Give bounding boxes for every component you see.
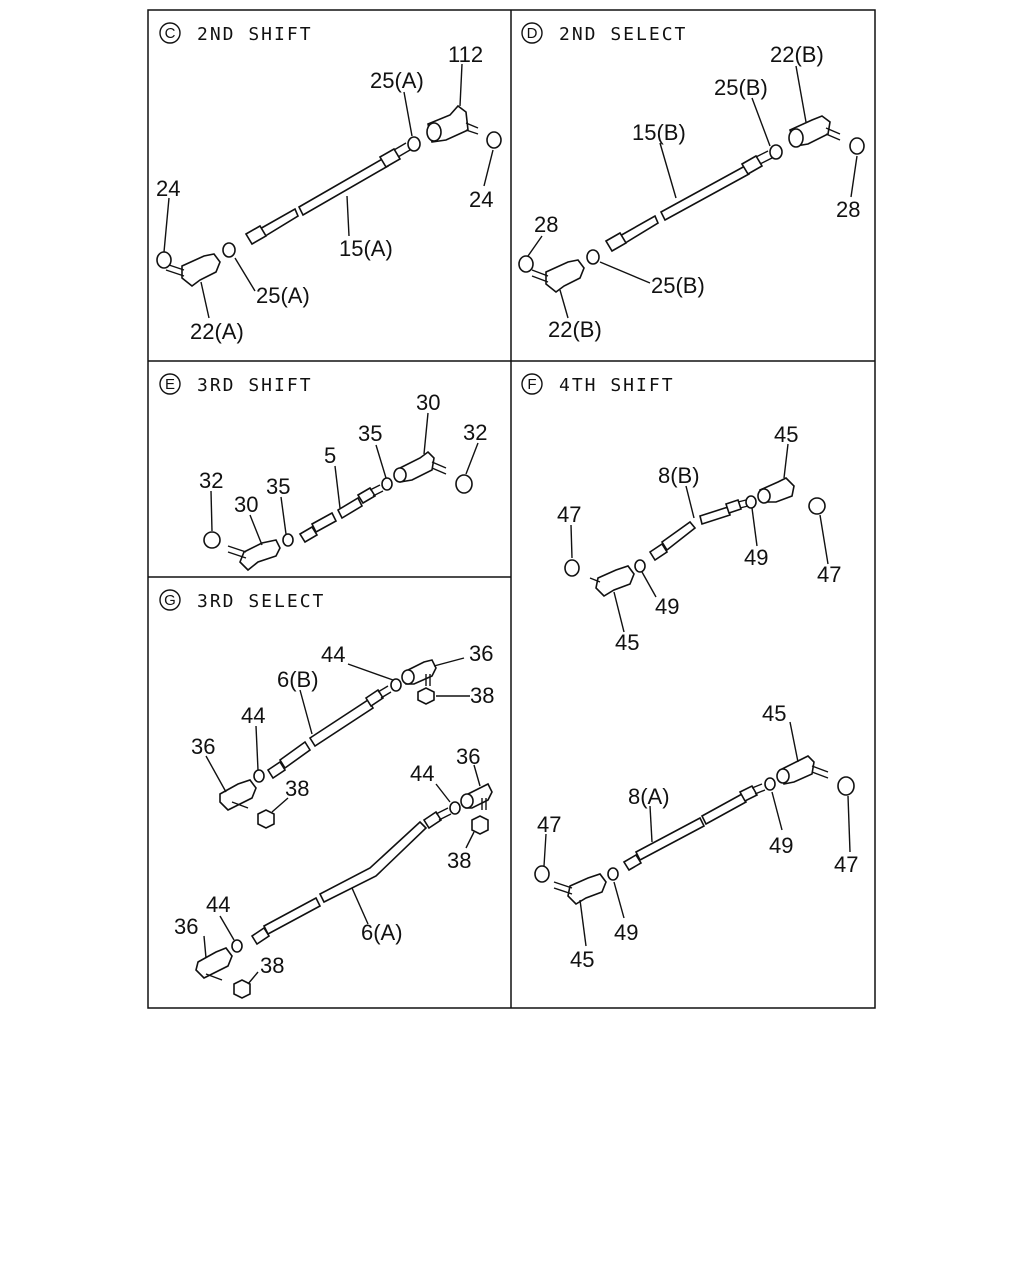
rod-8b: [650, 500, 748, 560]
label-45-upper-a: 45: [774, 422, 799, 447]
nut-44-upper-b: [254, 770, 264, 782]
label-28-right: 28: [836, 197, 861, 222]
nut-38-upper-a: [418, 688, 434, 704]
ball-joint-36-lower-b: [196, 948, 232, 978]
label-49-lower-left: 49: [614, 920, 639, 945]
panel-g-title: 3RD SELECT: [197, 591, 326, 612]
label-36-lower-b: 36: [174, 914, 199, 939]
nut-25a-upper: [408, 137, 420, 151]
nut-47-lower-a: [838, 777, 854, 795]
label-25b-upper: 25(B): [714, 75, 768, 100]
label-36-lower-a: 36: [456, 744, 481, 769]
panel-f-4th-shift: [522, 374, 858, 972]
label-6b: 6(B): [277, 667, 319, 692]
label-24-left: 24: [156, 176, 181, 201]
label-25a-lower: 25(A): [256, 283, 310, 308]
label-47-upper-right: 47: [817, 562, 842, 587]
label-30-upper: 30: [416, 390, 441, 415]
panel-e-letter: E: [164, 376, 176, 393]
ball-joint-30-lower: [240, 540, 280, 570]
label-32-upper: 32: [463, 420, 488, 445]
label-38-lower-a: 38: [447, 848, 472, 873]
label-22b-upper: 22(B): [770, 42, 824, 67]
nut-47-upper: [809, 498, 825, 514]
nut-38-upper-b: [258, 810, 274, 828]
label-35-upper: 35: [358, 421, 383, 446]
nut-25b-lower: [587, 250, 599, 264]
nut-49-lower-b: [608, 868, 618, 880]
nut-24-lower: [157, 252, 171, 268]
ball-joint-45-lower-b: [568, 874, 606, 904]
label-15a: 15(A): [339, 236, 393, 261]
label-38-upper-a: 38: [470, 683, 495, 708]
nut-49-lower: [635, 560, 645, 572]
panel-f-letter: F: [527, 376, 537, 393]
label-49-upper-right: 49: [744, 545, 769, 570]
panel-c-2nd-shift: [156, 23, 501, 344]
label-25a-upper: 25(A): [370, 68, 424, 93]
panel-e-3rd-shift: [160, 374, 487, 570]
nut-49-lower-a: [765, 778, 775, 790]
label-45-upper-b: 45: [615, 630, 640, 655]
label-44-lower-b: 44: [206, 892, 231, 917]
nut-35-upper: [382, 478, 392, 490]
panel-f-title: 4TH SHIFT: [559, 375, 675, 396]
rod-15a: [246, 143, 410, 244]
label-22a: 22(A): [190, 319, 244, 344]
label-22b-lower: 22(B): [548, 317, 602, 342]
panel-c-title: 2ND SHIFT: [197, 24, 313, 45]
nut-44-lower-a: [450, 802, 460, 814]
label-45-lower-b: 45: [570, 947, 595, 972]
nut-28-lower: [519, 256, 533, 272]
panel-d-2nd-select: [519, 23, 864, 342]
label-45-lower-a: 45: [762, 701, 787, 726]
panel-c-letter: C: [164, 25, 176, 42]
panel-d-letter: D: [526, 25, 538, 42]
label-38-upper-b: 38: [285, 776, 310, 801]
nut-24-upper: [487, 132, 501, 148]
label-44-upper-b: 44: [241, 703, 266, 728]
nut-28-upper: [850, 138, 864, 154]
label-8b: 8(B): [658, 463, 700, 488]
rod-5: [300, 485, 383, 542]
rod-15b: [606, 151, 772, 251]
rod-6b: [268, 686, 391, 778]
label-47-lower-left: 47: [537, 812, 562, 837]
label-25b-lower: 25(B): [651, 273, 705, 298]
ball-joint-36-upper-b: [220, 780, 256, 810]
label-112: 112: [448, 42, 484, 67]
label-49-lower-right: 49: [769, 833, 794, 858]
nut-32-lower: [204, 532, 220, 548]
nut-47-lower-b: [535, 866, 549, 882]
panel-e-title: 3RD SHIFT: [197, 375, 313, 396]
label-47-upper-left: 47: [557, 502, 582, 527]
ball-joint-22a: [182, 254, 220, 286]
label-5: 5: [324, 443, 337, 468]
nut-25a-lower: [223, 243, 235, 257]
ball-joint-45-lower: [596, 566, 634, 596]
label-44-upper-a: 44: [321, 642, 346, 667]
panel-d-title: 2ND SELECT: [559, 24, 688, 45]
nut-25b-upper: [770, 145, 782, 159]
nut-49-upper: [746, 496, 756, 508]
label-44-lower-a: 44: [410, 761, 435, 786]
nut-44-lower-b: [232, 940, 242, 952]
label-36-upper-b: 36: [191, 734, 216, 759]
label-35-lower: 35: [266, 474, 291, 499]
nut-38-lower-b: [234, 980, 250, 998]
panel-g-letter: G: [164, 592, 176, 609]
label-6a: 6(A): [361, 920, 403, 945]
nut-47-lower: [565, 560, 579, 576]
nut-35-lower: [283, 534, 293, 546]
label-38-lower-b: 38: [260, 953, 285, 978]
label-36-upper-a: 36: [469, 641, 494, 666]
nut-32-upper: [456, 475, 472, 493]
panel-g-3rd-select: [160, 590, 494, 998]
nut-44-upper-a: [391, 679, 401, 691]
rod-6a: [252, 808, 451, 944]
label-30-lower: 30: [234, 492, 259, 517]
nut-38-lower-a: [472, 816, 488, 834]
label-32-lower: 32: [199, 468, 224, 493]
label-49-upper-left: 49: [655, 594, 680, 619]
label-8a: 8(A): [628, 784, 670, 809]
label-28-left: 28: [534, 212, 559, 237]
label-15b: 15(B): [632, 120, 686, 145]
label-47-lower-right: 47: [834, 852, 859, 877]
ball-joint-22b-lower: [546, 260, 584, 292]
label-24-right: 24: [469, 187, 494, 212]
